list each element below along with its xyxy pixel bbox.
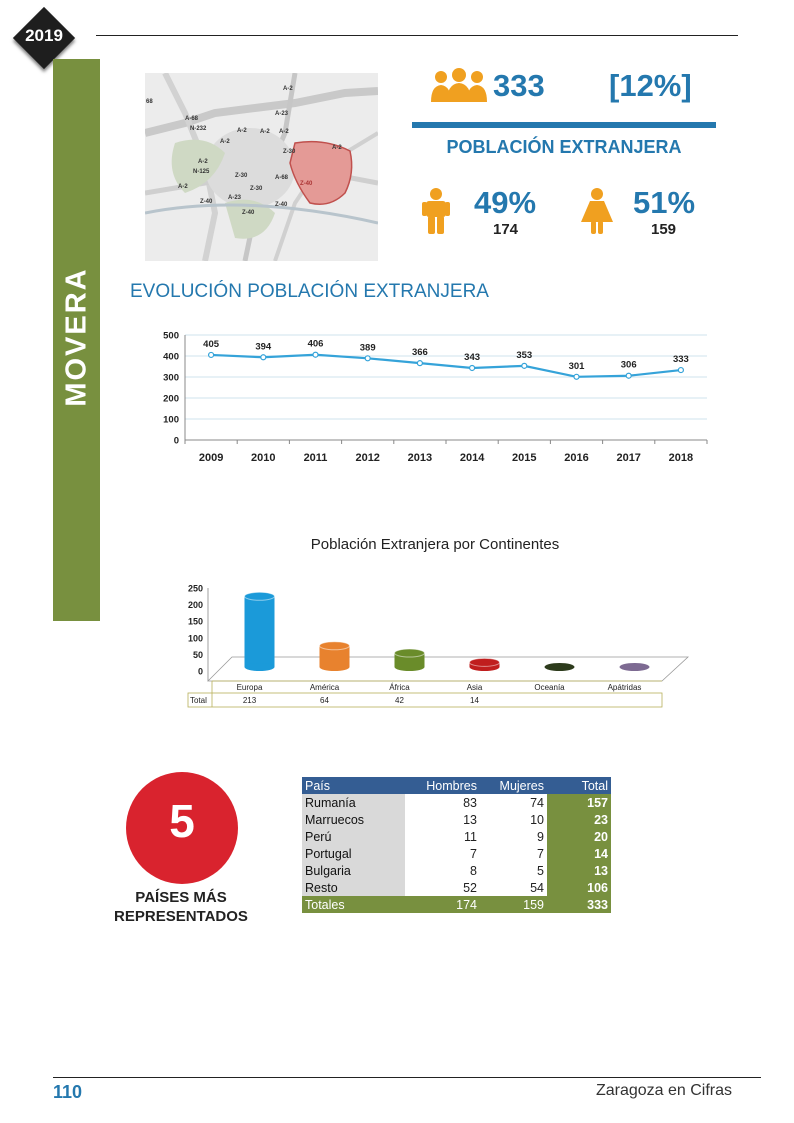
- y-tick-label: 250: [187, 583, 203, 594]
- map-label: A-68: [275, 175, 289, 181]
- x-tick-label: 2010: [251, 452, 276, 464]
- totals-label: Totales: [302, 896, 405, 913]
- women-value: 54: [480, 879, 547, 896]
- bar-top: [320, 642, 350, 650]
- table-row: [302, 828, 611, 845]
- male-icon: [422, 188, 450, 234]
- x-tick-label: 2014: [459, 452, 485, 464]
- countries-count: 5: [169, 795, 195, 847]
- category-label: Apátridas: [607, 683, 642, 692]
- table-row: [302, 845, 611, 862]
- countries-count-circle: [126, 772, 238, 884]
- data-table-border: [188, 693, 662, 707]
- data-label: 333: [672, 354, 689, 366]
- male-percent: 49%: [474, 185, 537, 220]
- country-name: Portugal: [302, 845, 405, 862]
- y-tick-label: 150: [187, 616, 203, 627]
- bar: [245, 596, 275, 667]
- countries-label: [100, 888, 262, 926]
- data-point: [417, 361, 422, 366]
- data-point: [313, 352, 318, 357]
- col-header-total: Total: [547, 777, 611, 794]
- countries-label-line1: PAÍSES MÁS: [135, 889, 227, 906]
- total-value: 106: [547, 879, 611, 896]
- map-label: Z-40: [242, 210, 255, 216]
- category-label: América: [309, 683, 340, 692]
- y-tick-label: 0: [197, 666, 203, 677]
- y-tick-label: 200: [187, 600, 203, 611]
- district-sidebar: [53, 59, 100, 621]
- country-name: Perú: [302, 828, 405, 845]
- women-value: 74: [480, 794, 547, 811]
- continents-chart-title: Población Extranjera por Continentes: [310, 536, 560, 553]
- men-value: 52: [405, 879, 480, 896]
- total-value: 20: [547, 828, 611, 845]
- country-name: Marruecos: [302, 811, 405, 828]
- data-label: 394: [255, 341, 272, 353]
- data-point: [209, 352, 214, 357]
- men-value: 83: [405, 794, 480, 811]
- map-label: N-125: [193, 169, 210, 175]
- map-label: Z-30: [283, 149, 296, 155]
- women-value: 5: [480, 862, 547, 879]
- map-label: Z-40: [275, 202, 288, 208]
- y-tick-label: 500: [163, 330, 179, 342]
- men-value: 8: [405, 862, 480, 879]
- x-tick-label: 2009: [198, 452, 224, 464]
- district-name: MOVERA: [60, 267, 93, 407]
- map-label: Z-40: [300, 181, 313, 187]
- footer-title: Zaragoza en Cifras: [595, 1082, 732, 1099]
- men-value: 13: [405, 811, 480, 828]
- continents-bar-chart: [185, 580, 695, 710]
- x-tick-label: 2018: [668, 452, 694, 464]
- data-point: [365, 356, 370, 361]
- y-tick-label: 100: [163, 414, 179, 426]
- women-value: 10: [480, 811, 547, 828]
- map-label: A-2: [279, 129, 289, 135]
- men-value: 11: [405, 828, 480, 845]
- col-header-men: Hombres: [405, 777, 480, 794]
- map-label: A-2: [283, 86, 293, 92]
- district-map: [145, 73, 378, 261]
- map-label: 68: [146, 99, 153, 105]
- map-label: A-2: [237, 128, 247, 134]
- y-tick-label: 50: [192, 649, 203, 660]
- map-label: A-2: [220, 139, 230, 145]
- table-header-row: [302, 777, 611, 794]
- category-label: África: [389, 683, 410, 692]
- female-count: 159: [651, 221, 677, 238]
- data-point: [678, 368, 683, 373]
- data-label: 343: [464, 351, 481, 363]
- data-label: 405: [203, 338, 220, 350]
- x-tick-label: 2015: [512, 452, 537, 464]
- bar-base: [620, 663, 650, 671]
- grand-total: 333: [547, 896, 611, 913]
- category-label: Europa: [236, 683, 263, 692]
- data-point: [261, 355, 266, 360]
- table-row: [302, 811, 611, 828]
- map-label: A-23: [228, 195, 242, 201]
- map-label: Z-30: [235, 173, 248, 179]
- y-tick-label: 0: [173, 435, 179, 447]
- map-label: A-23: [275, 111, 289, 117]
- category-value: 64: [320, 696, 329, 705]
- data-point: [470, 365, 475, 370]
- map-label: Z-40: [200, 199, 213, 205]
- country-name: Resto: [302, 879, 405, 896]
- evolution-title: EVOLUCIÓN POBLACIÓN EXTRANJERA: [130, 281, 489, 302]
- top-divider: [96, 35, 738, 36]
- data-label: 301: [568, 360, 585, 372]
- women-total: 159: [480, 896, 547, 913]
- page-number: 110: [53, 1082, 83, 1102]
- map-label: N-232: [190, 126, 207, 132]
- countries-table: [302, 777, 611, 913]
- y-tick-label: 100: [187, 633, 203, 644]
- map-label: A-2: [332, 145, 342, 151]
- category-value: 14: [470, 696, 479, 705]
- country-name: Rumanía: [302, 794, 405, 811]
- table-row: [302, 879, 611, 896]
- bar-base: [320, 663, 350, 671]
- bar-base: [545, 663, 575, 671]
- total-value: 23: [547, 811, 611, 828]
- map-label: Z-30: [250, 186, 263, 192]
- summary-divider: [412, 122, 716, 128]
- col-header-country: País: [302, 777, 405, 794]
- country-name: Bulgaria: [302, 862, 405, 879]
- women-value: 9: [480, 828, 547, 845]
- total-value: 157: [547, 794, 611, 811]
- men-total: 174: [405, 896, 480, 913]
- data-point: [522, 363, 527, 368]
- total-value: 13: [547, 862, 611, 879]
- data-point: [574, 374, 579, 379]
- x-tick-label: 2012: [355, 452, 380, 464]
- category-label: Oceanía: [534, 683, 565, 692]
- chart-floor: [208, 657, 688, 681]
- data-table-row-label: Total: [190, 696, 207, 705]
- x-tick-label: 2016: [564, 452, 589, 464]
- men-value: 7: [405, 845, 480, 862]
- map-label: A-68: [185, 116, 199, 122]
- data-label: 389: [359, 342, 376, 354]
- data-label: 353: [516, 349, 533, 361]
- map-label: A-2: [198, 159, 208, 165]
- total-value: 14: [547, 845, 611, 862]
- y-tick-label: 300: [163, 372, 179, 384]
- map-label: A-2: [178, 184, 188, 190]
- bar-top: [395, 649, 425, 657]
- category-value: 213: [242, 696, 257, 705]
- countries-label-line2: REPRESENTADOS: [114, 908, 248, 925]
- people-group-icon: [430, 68, 488, 104]
- bottom-divider: [53, 1077, 761, 1078]
- category-label: Asia: [466, 683, 483, 692]
- x-tick-label: 2011: [303, 452, 328, 464]
- summary-title: POBLACIÓN EXTRANJERA: [446, 137, 682, 157]
- category-value: 42: [395, 696, 404, 705]
- table-totals-row: [302, 896, 611, 913]
- bar-top: [245, 592, 275, 600]
- year-label: 2019: [25, 26, 63, 45]
- data-label: 366: [411, 347, 428, 359]
- data-point: [626, 373, 631, 378]
- y-tick-label: 200: [163, 393, 179, 405]
- evolution-line-chart: [150, 326, 720, 471]
- y-tick-label: 400: [163, 351, 179, 363]
- bar-top: [470, 658, 500, 666]
- male-count: 174: [493, 221, 519, 238]
- table-row: [302, 794, 611, 811]
- bar-base: [395, 663, 425, 671]
- series-line: [211, 355, 681, 377]
- data-label: 306: [620, 359, 637, 371]
- x-tick-label: 2013: [407, 452, 433, 464]
- women-value: 7: [480, 845, 547, 862]
- map-label: A-2: [260, 129, 270, 135]
- female-percent: 51%: [633, 185, 696, 220]
- bar-base: [245, 663, 275, 671]
- col-header-women: Mujeres: [480, 777, 547, 794]
- data-label: 406: [307, 338, 324, 350]
- total-foreign-count: 333: [493, 68, 545, 103]
- table-row: [302, 862, 611, 879]
- foreign-percent: [12%]: [609, 68, 692, 103]
- x-tick-label: 2017: [616, 452, 641, 464]
- female-icon: [580, 188, 614, 234]
